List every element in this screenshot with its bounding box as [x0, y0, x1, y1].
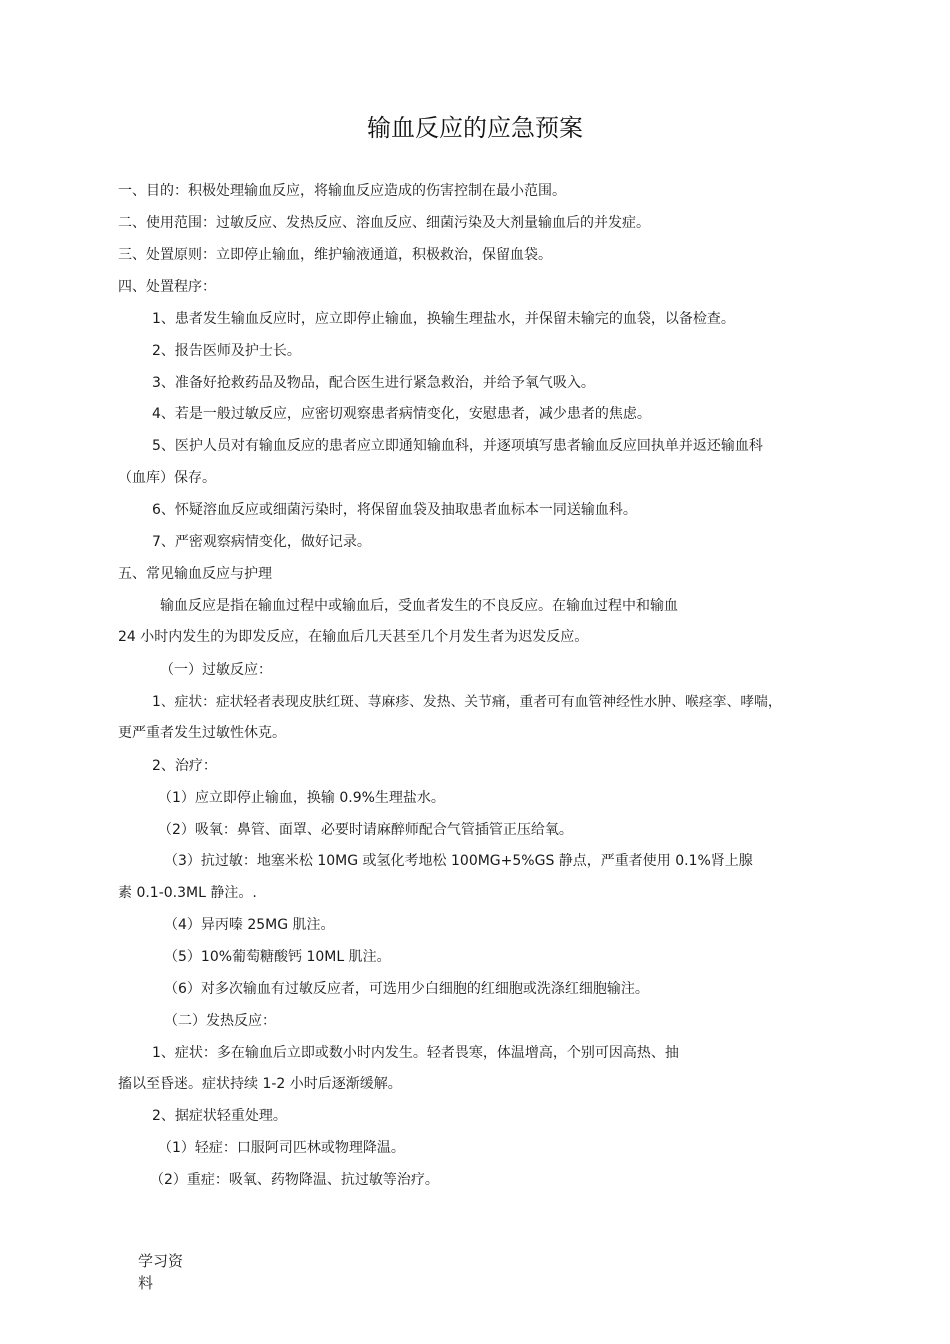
text-line: 搐以至昏迷。症状持续 1-2 小时后逐渐缓解。: [118, 1076, 402, 1092]
text-line: （一）过敏反应：: [160, 662, 272, 678]
text-line: （血库）保存。: [118, 470, 216, 486]
text-line: （1）轻症：口服阿司匹林或物理降温。: [158, 1140, 405, 1156]
text-line: 5、医护人员对有输血反应的患者应立即通知输血科，并逐项填写患者输血反应回执单并返还输血科: [152, 438, 763, 454]
text-line: （1）应立即停止输血，换输 0.9%生理盐水。: [158, 790, 445, 806]
footer-note: [138, 1250, 198, 1294]
text-line: 3、准备好抢救药品及物品，配合医生进行紧急救治，并给予氧气吸入。: [152, 375, 595, 391]
text-line: 1、症状：多在输血后立即或数小时内发生。轻者畏寒，体温增高，个别可因高热、抽: [152, 1045, 679, 1061]
text-line: 2、据症状轻重处理。: [152, 1108, 287, 1124]
text-line: （3）抗过敏：地塞米松 10MG 或氢化考地松 100MG+5%GS 静点，严重者使用 0.1%肾上腺: [164, 853, 753, 869]
text-line: （2）重症：吸氧、药物降温、抗过敏等治疗。: [150, 1172, 439, 1188]
text-line: （6）对多次输血有过敏反应者，可选用少白细胞的红细胞或洗涤红细胞输注。: [164, 981, 649, 997]
text-line: 1、症状：症状轻者表现皮肤红斑、荨麻疹、发热、关节痛，重者可有血管神经性水肿、喉痉挛、哮喘，: [152, 694, 782, 710]
text-line: 4、若是一般过敏反应，应密切观察患者病情变化，安慰患者，减少患者的焦虑。: [152, 406, 651, 422]
text-line: （5）10%葡萄糖酸钙 10ML 肌注。: [164, 949, 391, 965]
footer-line: 学习资: [138, 1252, 184, 1270]
text-line: （4）异丙嗪 25MG 肌注。: [164, 917, 335, 933]
text-line: 一、目的：积极处理输血反应，将输血反应造成的伤害控制在最小范围。: [118, 183, 566, 199]
text-line: 24 小时内发生的为即发反应，在输血后几天甚至几个月发生者为迟发反应。: [118, 629, 589, 645]
text-line: 素 0.1-0.3ML 静注。.: [118, 885, 257, 901]
text-line: （2）吸氧：鼻管、面罩、必要时请麻醉师配合气管插管正压给氧。: [158, 822, 573, 838]
text-line: 1、患者发生输血反应时，应立即停止输血，换输生理盐水，并保留未输完的血袋，以备检查。: [152, 311, 735, 327]
text-line: 更严重者发生过敏性休克。: [118, 725, 286, 741]
text-line: 四、处置程序：: [118, 279, 216, 295]
text-line: 三、处置原则：立即停止输血，维护输液通道，积极救治，保留血袋。: [118, 247, 552, 263]
text-line: 6、怀疑溶血反应或细菌污染时，将保留血袋及抽取患者血标本一同送输血科。: [152, 502, 637, 518]
text-line: 2、治疗：: [152, 758, 217, 774]
text-line: 二、使用范围：过敏反应、发热反应、溶血反应、细菌污染及大剂量输血后的并发症。: [118, 215, 650, 231]
text-line: （二）发热反应：: [164, 1013, 276, 1029]
document-title: 输血反应的应急预案: [367, 114, 583, 142]
footer-line: 料: [138, 1274, 154, 1292]
text-line: 输血反应是指在输血过程中或输血后，受血者发生的不良反应。在输血过程中和输血: [160, 598, 678, 614]
text-line: 五、常见输血反应与护理: [118, 566, 272, 582]
text-line: 2、报告医师及护士长。: [152, 343, 301, 359]
text-line: 7、严密观察病情变化，做好记录。: [152, 534, 371, 550]
